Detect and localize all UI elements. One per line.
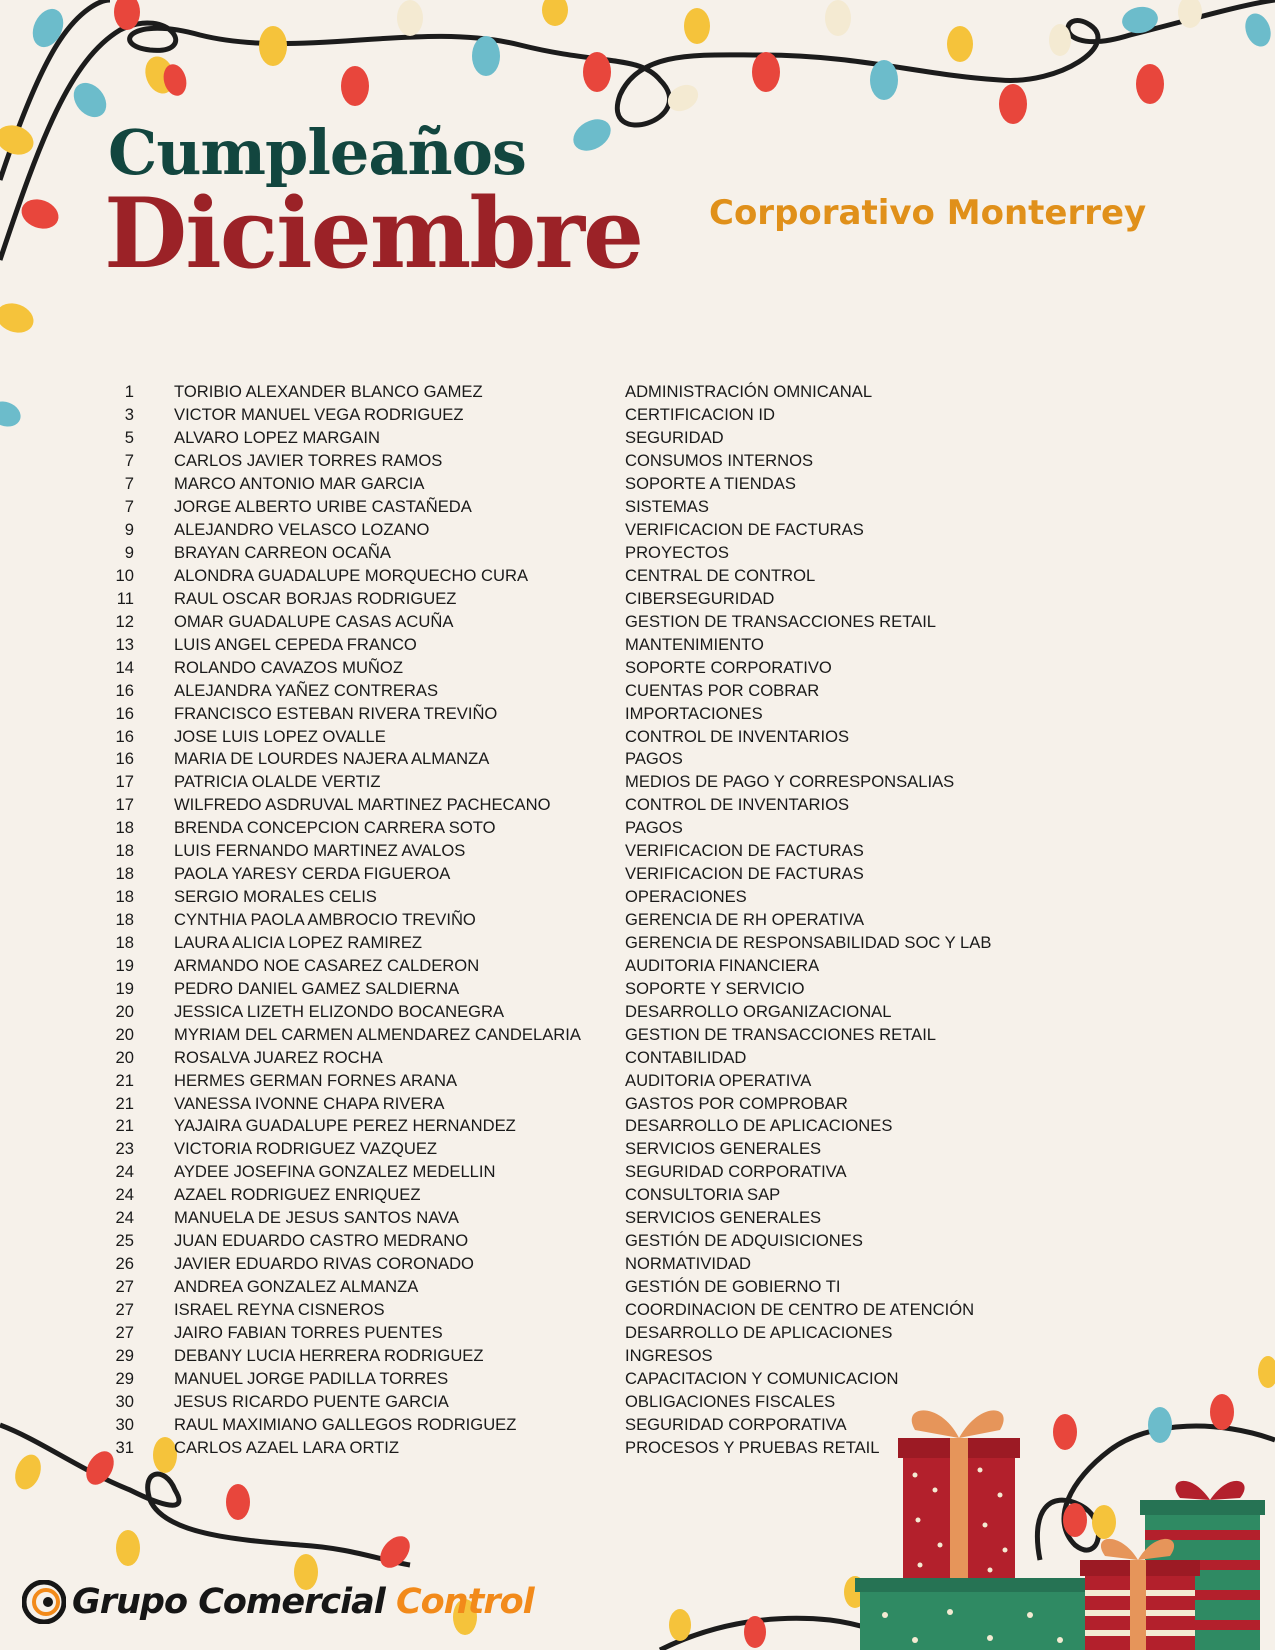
birthday-day: 21 [115,1116,134,1136]
department-name: OPERACIONES [625,887,747,907]
employee-name: HERMES GERMAN FORNES ARANA [174,1070,458,1090]
birthday-day: 7 [124,474,134,494]
birthday-day: 31 [115,1437,134,1457]
department-name: GERENCIA DE RESPONSABILIDAD SOC Y LAB [625,932,992,952]
birthday-day: 16 [115,749,134,769]
list-item [110,748,1010,771]
department-name: CIBERSEGURIDAD [625,588,775,608]
birthday-day: 11 [116,588,134,608]
birthday-day: 27 [115,1277,134,1297]
employee-name: LAURA ALICIA LOPEZ RAMIREZ [174,932,423,952]
birthday-day: 19 [115,955,134,975]
list-item [110,1299,1010,1322]
list-item [110,1184,1010,1207]
birthday-day: 13 [115,634,134,654]
birthday-day: 18 [115,887,134,907]
employee-name: PATRICIA OLALDE VERTIZ [174,772,381,792]
employee-name: BRAYAN CARREON OCAÑA [174,543,391,563]
employee-name: BRENDA CONCEPCION CARRERA SOTO [174,818,496,838]
department-name: NORMATIVIDAD [625,1254,751,1274]
employee-name: ROLANDO CAVAZOS MUÑOZ [174,657,403,677]
employee-name: MANUEL JORGE PADILLA TORRES [174,1368,449,1388]
birthday-day: 1 [124,382,134,402]
employee-name: FRANCISCO ESTEBAN RIVERA TREVIÑO [174,703,498,723]
list-item [110,954,1010,977]
birthday-day: 24 [115,1208,134,1228]
list-item [110,679,1010,702]
birthday-day: 18 [115,841,134,861]
list-item [110,1092,1010,1115]
list-item [110,977,1010,1000]
department-name: CERTIFICACION ID [625,405,775,425]
list-item [110,932,1010,955]
department-name: COORDINACION DE CENTRO DE ATENCIÓN [625,1299,975,1319]
list-item [110,404,1010,427]
department-name: CONTABILIDAD [625,1047,747,1067]
department-name: GASTOS POR COMPROBAR [625,1093,848,1113]
list-item [110,1115,1010,1138]
birthday-day: 30 [115,1391,134,1411]
department-name: SOPORTE A TIENDAS [625,474,796,494]
employee-name: AYDEE JOSEFINA GONZALEZ MEDELLIN [174,1162,496,1182]
list-item [110,1161,1010,1184]
department-name: CONTROL DE INVENTARIOS [625,726,850,746]
birthday-day: 17 [115,772,134,792]
employee-name: LUIS ANGEL CEPEDA FRANCO [174,634,417,654]
birthday-day: 5 [124,428,134,448]
employee-name: RAUL OSCAR BORJAS RODRIGUEZ [174,588,457,608]
employee-name: SERGIO MORALES CELIS [174,887,377,907]
employee-name: JUAN EDUARDO CASTRO MEDRANO [174,1231,469,1251]
list-item [110,1000,1010,1023]
birthday-day: 18 [115,910,134,930]
department-name: VERIFICACION DE FACTURAS [625,520,864,540]
employee-name: ALEJANDRA YAÑEZ CONTRERAS [174,680,439,700]
list-item [110,1207,1010,1230]
list-item [110,1367,1010,1390]
list-item [110,817,1010,840]
department-name: CONSUMOS INTERNOS [625,451,814,471]
list-item [110,496,1010,519]
list-item [110,1230,1010,1253]
department-name: SOPORTE CORPORATIVO [625,657,832,677]
employee-name: MARIA DE LOURDES NAJERA ALMANZA [174,749,490,769]
list-item [110,565,1010,588]
employee-name: ISRAEL REYNA CISNEROS [174,1299,385,1319]
list-item [110,450,1010,473]
department-name: AUDITORIA FINANCIERA [625,955,820,975]
list-item [110,1413,1010,1436]
birthday-day: 9 [124,520,134,540]
department-name: CONSULTORIA SAP [625,1185,781,1205]
department-name: SEGURIDAD [625,428,724,448]
birthday-day: 18 [115,864,134,884]
department-name: CENTRAL DE CONTROL [625,565,816,585]
birthday-day: 17 [115,795,134,815]
birthday-day: 26 [115,1254,134,1274]
list-item [110,771,1010,794]
employee-name: YAJAIRA GUADALUPE PEREZ HERNANDEZ [174,1116,516,1136]
list-item [110,542,1010,565]
birthday-day: 20 [115,1047,134,1067]
employee-name: RAUL MAXIMIANO GALLEGOS RODRIGUEZ [174,1414,517,1434]
birthday-day: 25 [115,1231,134,1251]
department-name: INGRESOS [625,1345,713,1365]
employee-name: PEDRO DANIEL GAMEZ SALDIERNA [174,978,460,998]
employee-name: DEBANY LUCIA HERRERA RODRIGUEZ [174,1345,484,1365]
department-name: SEGURIDAD CORPORATIVA [625,1414,847,1434]
birthday-day: 20 [115,1001,134,1021]
list-item [110,909,1010,932]
department-name: VERIFICACION DE FACTURAS [625,841,864,861]
employee-name: JOSE LUIS LOPEZ OVALLE [174,726,386,746]
department-name: PAGOS [625,749,683,769]
title-line-1: Cumpleaños [108,116,526,189]
employee-name: PAOLA YARESY CERDA FIGUEROA [174,864,451,884]
list-item [110,610,1010,633]
birthday-day: 29 [115,1368,134,1388]
department-name: PROYECTOS [625,543,729,563]
birthday-day: 18 [115,932,134,952]
employee-name: JESUS RICARDO PUENTE GARCIA [174,1391,449,1411]
birthday-day: 27 [115,1322,134,1342]
department-name: GESTION DE TRANSACCIONES RETAIL [625,1024,937,1044]
birthday-day: 9 [124,543,134,563]
employee-name: CYNTHIA PAOLA AMBROCIO TREVIÑO [174,910,476,930]
birthday-day: 3 [124,405,134,425]
birthday-day: 24 [115,1162,134,1182]
department-name: CONTROL DE INVENTARIOS [625,795,850,815]
list-item [110,519,1010,542]
list-item [110,587,1010,610]
birthday-day: 21 [115,1093,134,1113]
department-name: GERENCIA DE RH OPERATIVA [625,910,865,930]
department-name: SOPORTE Y SERVICIO [625,978,805,998]
employee-name: VANESSA IVONNE CHAPA RIVERA [174,1093,445,1113]
department-name: AUDITORIA OPERATIVA [625,1070,812,1090]
birthday-day: 29 [115,1345,134,1365]
list-item [110,794,1010,817]
department-name: MEDIOS DE PAGO Y CORRESPONSALIAS [625,772,955,792]
department-name: ADMINISTRACIÓN OMNICANAL [625,382,873,402]
department-name: CUENTAS POR COBRAR [625,680,820,700]
employee-name: OMAR GUADALUPE CASAS ACUÑA [174,611,454,631]
list-item [110,1436,1010,1459]
employee-name: AZAEL RODRIGUEZ ENRIQUEZ [174,1185,421,1205]
birthday-day: 14 [115,657,134,677]
birthday-day: 30 [115,1414,134,1434]
birthday-day: 16 [115,726,134,746]
list-item [110,633,1010,656]
employee-name: WILFREDO ASDRUVAL MARTINEZ PACHECANO [174,795,551,815]
employee-name: ALEJANDRO VELASCO LOZANO [174,520,430,540]
birthday-day: 16 [115,703,134,723]
employee-name: ALVARO LOPEZ MARGAIN [174,428,380,448]
logo-text-primary: Grupo Comercial [72,1582,385,1622]
list-item [110,473,1010,496]
department-name: SISTEMAS [625,497,709,517]
employee-name: ALONDRA GUADALUPE MORQUECHO CURA [174,565,529,585]
department-name: CAPACITACION Y COMUNICACION [625,1368,899,1388]
employee-name: JESSICA LIZETH ELIZONDO BOCANEGRA [174,1001,505,1021]
employee-name: VICTOR MANUEL VEGA RODRIGUEZ [174,405,464,425]
birthday-day: 27 [115,1299,134,1319]
title-line-2: Diciembre [104,177,643,290]
gift-box-icon [855,1578,1090,1650]
list-item [110,1321,1010,1344]
birthday-day: 20 [115,1024,134,1044]
department-name: SERVICIOS GENERALES [625,1208,822,1228]
birthday-day: 16 [115,680,134,700]
department-name: DESARROLLO DE APLICACIONES [625,1116,893,1136]
list-item [110,1390,1010,1413]
department-name: GESTIÓN DE GOBIERNO TI [625,1277,841,1297]
department-name: PAGOS [625,818,683,838]
employee-name: CARLOS JAVIER TORRES RAMOS [174,451,443,471]
department-name: SERVICIOS GENERALES [625,1139,822,1159]
list-item [110,1069,1010,1092]
department-name: PROCESOS Y PRUEBAS RETAIL [625,1437,880,1457]
employee-name: LUIS FERNANDO MARTINEZ AVALOS [174,841,466,861]
birthday-list [110,381,1010,1459]
employee-name: MYRIAM DEL CARMEN ALMENDAREZ CANDELARIA [174,1024,581,1044]
list-item [110,863,1010,886]
company-logo [22,1580,534,1624]
location-subtitle: Corporativo Monterrey [709,193,1147,233]
employee-name: ANDREA GONZALEZ ALMANZA [174,1277,419,1297]
list-item [110,840,1010,863]
department-name: DESARROLLO DE APLICACIONES [625,1322,893,1342]
department-name: GESTIÓN DE ADQUISICIONES [625,1231,863,1251]
list-item [110,702,1010,725]
birthday-day: 21 [115,1070,134,1090]
department-name: IMPORTACIONES [625,703,763,723]
list-item [110,656,1010,679]
list-item [110,1023,1010,1046]
list-item [110,1276,1010,1299]
employee-name: JAIRO FABIAN TORRES PUENTES [174,1322,443,1342]
employee-name: ARMANDO NOE CASAREZ CALDERON [174,955,480,975]
birthday-day: 23 [115,1139,134,1159]
birthday-day: 24 [115,1185,134,1205]
employee-name: MANUELA DE JESUS SANTOS NAVA [174,1208,459,1228]
birthday-day: 10 [115,565,134,585]
target-logo-icon [22,1580,66,1624]
department-name: SEGURIDAD CORPORATIVA [625,1162,847,1182]
list-item [110,1253,1010,1276]
department-name: VERIFICACION DE FACTURAS [625,864,864,884]
birthday-day: 19 [115,978,134,998]
list-item [110,1138,1010,1161]
department-name: OBLIGACIONES FISCALES [625,1391,836,1411]
employee-name: ROSALVA JUAREZ ROCHA [174,1047,383,1067]
list-item [110,1046,1010,1069]
birthday-day: 7 [124,451,134,471]
list-item [110,427,1010,450]
employee-name: VICTORIA RODRIGUEZ VAZQUEZ [174,1139,438,1159]
employee-name: TORIBIO ALEXANDER BLANCO GAMEZ [174,382,483,402]
employee-name: CARLOS AZAEL LARA ORTIZ [174,1437,400,1457]
list-item [110,381,1010,404]
list-item [110,725,1010,748]
department-name: DESARROLLO ORGANIZACIONAL [625,1001,892,1021]
employee-name: MARCO ANTONIO MAR GARCIA [174,474,425,494]
logo-text-accent: Control [395,1582,534,1622]
list-item [110,1344,1010,1367]
birthday-day: 18 [115,818,134,838]
list-item [110,886,1010,909]
department-name: GESTION DE TRANSACCIONES RETAIL [625,611,937,631]
birthday-day: 7 [124,497,134,517]
employee-name: JAVIER EDUARDO RIVAS CORONADO [174,1254,474,1274]
birthday-day: 12 [115,611,134,631]
department-name: MANTENIMIENTO [625,634,764,654]
employee-name: JORGE ALBERTO URIBE CASTAÑEDA [174,497,472,517]
